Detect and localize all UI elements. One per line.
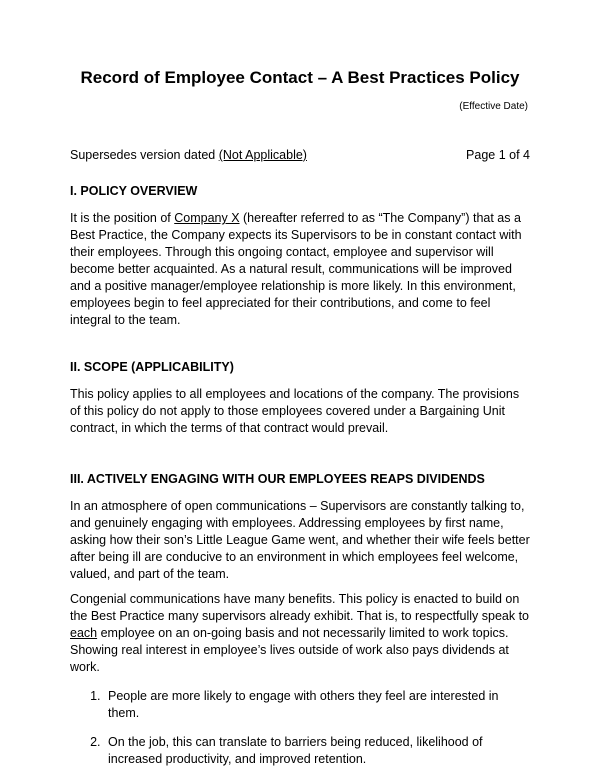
benefits-list bbox=[70, 688, 532, 768]
text-run: employee on an on-going basis and not necessarily limited to work topics. Showing real interest in employee’s lives outside of work also pays dividends at work. bbox=[70, 626, 509, 674]
section-heading-scope: II. SCOPE (APPLICABILITY) bbox=[70, 360, 234, 374]
document-title: Record of Employee Contact – A Best Practices Policy bbox=[80, 68, 520, 87]
engagement-paragraph-1: In an atmosphere of open communications – Supervisors are constantly talking to, and genuinely engaging with employees. Addressing employees by first name, asking how their son’s Little League Game went, and whether their wife feels better after being ill are conducive to an environment in which employees feel welcome, valued, and part of the team. bbox=[70, 499, 530, 581]
company-name: Company X bbox=[174, 211, 240, 225]
section-heading-policy-overview: I. POLICY OVERVIEW bbox=[70, 184, 198, 198]
document-body bbox=[70, 183, 532, 780]
effective-date: (Effective Date) bbox=[459, 101, 528, 112]
supersedes-label: Supersedes version dated bbox=[70, 148, 219, 162]
policy-overview-paragraph bbox=[70, 210, 532, 329]
engagement-paragraph-2 bbox=[70, 591, 532, 676]
list-item: 1. People are more likely to engage with others they feel are interested in them. bbox=[104, 688, 532, 722]
text-run: Congenial communications have many benefits. This policy is enacted to build on the Best Practice many supervisors already exhibit. That is, to respectfully speak to bbox=[70, 592, 530, 623]
scope-paragraph: This policy applies to all employees and locations of the company. The provisions of this policy do not apply to those employees covered under a Bargaining Unit contract, in which the terms of that contract would prevail. bbox=[70, 387, 520, 435]
supersedes-line bbox=[70, 148, 307, 162]
list-item: 2. On the job, this can translate to barriers being reduced, likelihood of increased productivity, and improved retention. bbox=[104, 734, 532, 768]
text-run: It is the position of bbox=[70, 211, 175, 225]
text-run: (hereafter referred to as “The Company”) that as a Best Practice, the Company expects its Supervisors to be in constant contact with their employees. Through this ongoing contact, employee and supervisor will become better acquainted. As a natural result, communications will be improved and a positive manager/employee relationship is more likely. In this environment, employees begin to feel appreciated for their contributions, and come to feel integral to the team. bbox=[70, 211, 522, 327]
section-heading-engagement: III. ACTIVELY ENGAGING WITH OUR EMPLOYEES REAPS DIVIDENDS bbox=[70, 472, 485, 486]
supersedes-value: (Not Applicable) bbox=[218, 148, 307, 162]
emphasis-each: each bbox=[70, 626, 98, 640]
page-number: Page 1 of 4 bbox=[466, 148, 530, 162]
